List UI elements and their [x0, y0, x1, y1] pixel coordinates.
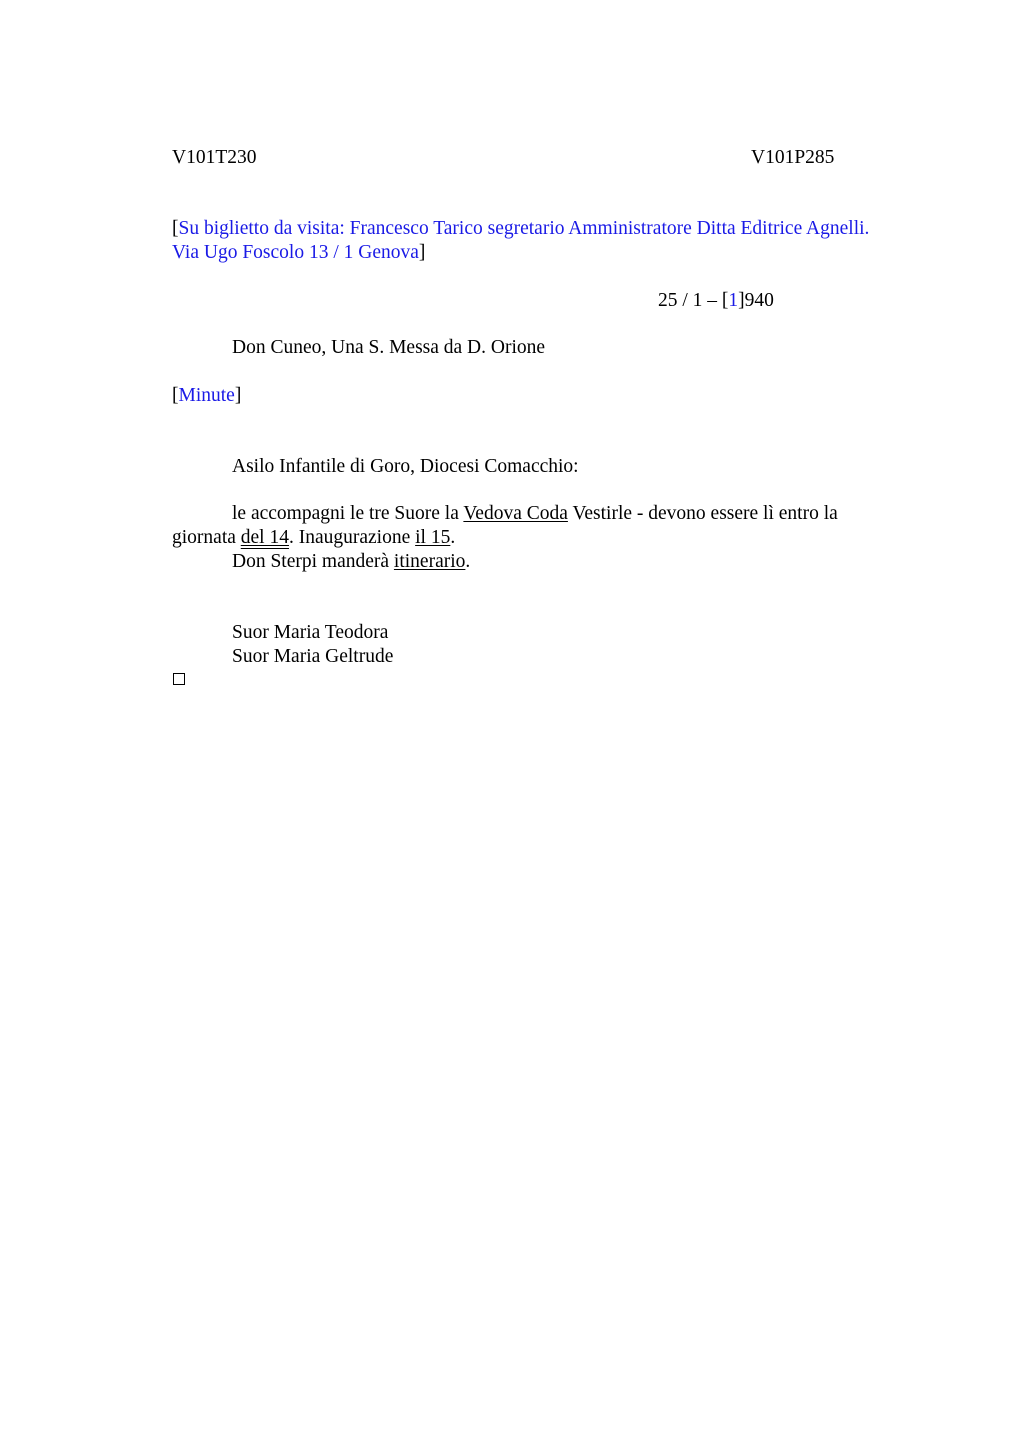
card-note-line1	[172, 217, 869, 241]
card-note-text-1: Su biglietto da visita: Francesco Tarico segretario Amministratore Ditta Editrice Agnelli.	[178, 218, 870, 239]
body-line-3	[232, 550, 470, 574]
header-left-code: V101T230	[172, 147, 257, 168]
text-run: Don Sterpi manderà	[232, 551, 394, 572]
text-run: .	[465, 551, 471, 572]
underlined-run: il 15	[415, 527, 451, 548]
greeting: Don Cuneo, Una S. Messa da D. Orione	[232, 337, 546, 358]
underlined-run: itinerario	[393, 551, 466, 572]
header-right-code: V101P285	[751, 147, 835, 168]
text-run: Vestirle - devono essere lì entro la	[567, 503, 838, 524]
double-underlined-run: del 14	[240, 527, 289, 548]
minute-text: Minute	[178, 385, 235, 406]
text-run: giornata	[172, 527, 241, 548]
body-line-1	[232, 502, 838, 526]
card-note-text-2: Via Ugo Foscolo 13 / 1 Genova	[172, 242, 419, 263]
close-bracket: ]	[418, 242, 426, 263]
date-editorial: 1	[728, 290, 739, 311]
open-bracket: [	[172, 385, 179, 406]
minute-note	[172, 384, 241, 408]
letter-date	[658, 289, 774, 313]
card-note-line2	[172, 241, 425, 265]
sister-name-2: Suor Maria Geltrude	[232, 646, 394, 667]
text-run: .	[450, 527, 456, 548]
sister-name-1: Suor Maria Teodora	[232, 622, 389, 643]
open-bracket: [	[172, 218, 179, 239]
underlined-run: Vedova Coda	[463, 503, 568, 524]
close-bracket: ]	[234, 385, 242, 406]
empty-box-icon	[173, 673, 185, 685]
date-suffix: ]940	[738, 290, 774, 311]
body-line-2	[172, 526, 455, 550]
text-run: le accompagni le tre Suore la	[232, 503, 464, 524]
date-prefix: 25 / 1 – [	[658, 290, 729, 311]
text-run: . Inaugurazione	[288, 527, 416, 548]
asilo-line: Asilo Infantile di Goro, Diocesi Comacchio:	[232, 456, 579, 477]
